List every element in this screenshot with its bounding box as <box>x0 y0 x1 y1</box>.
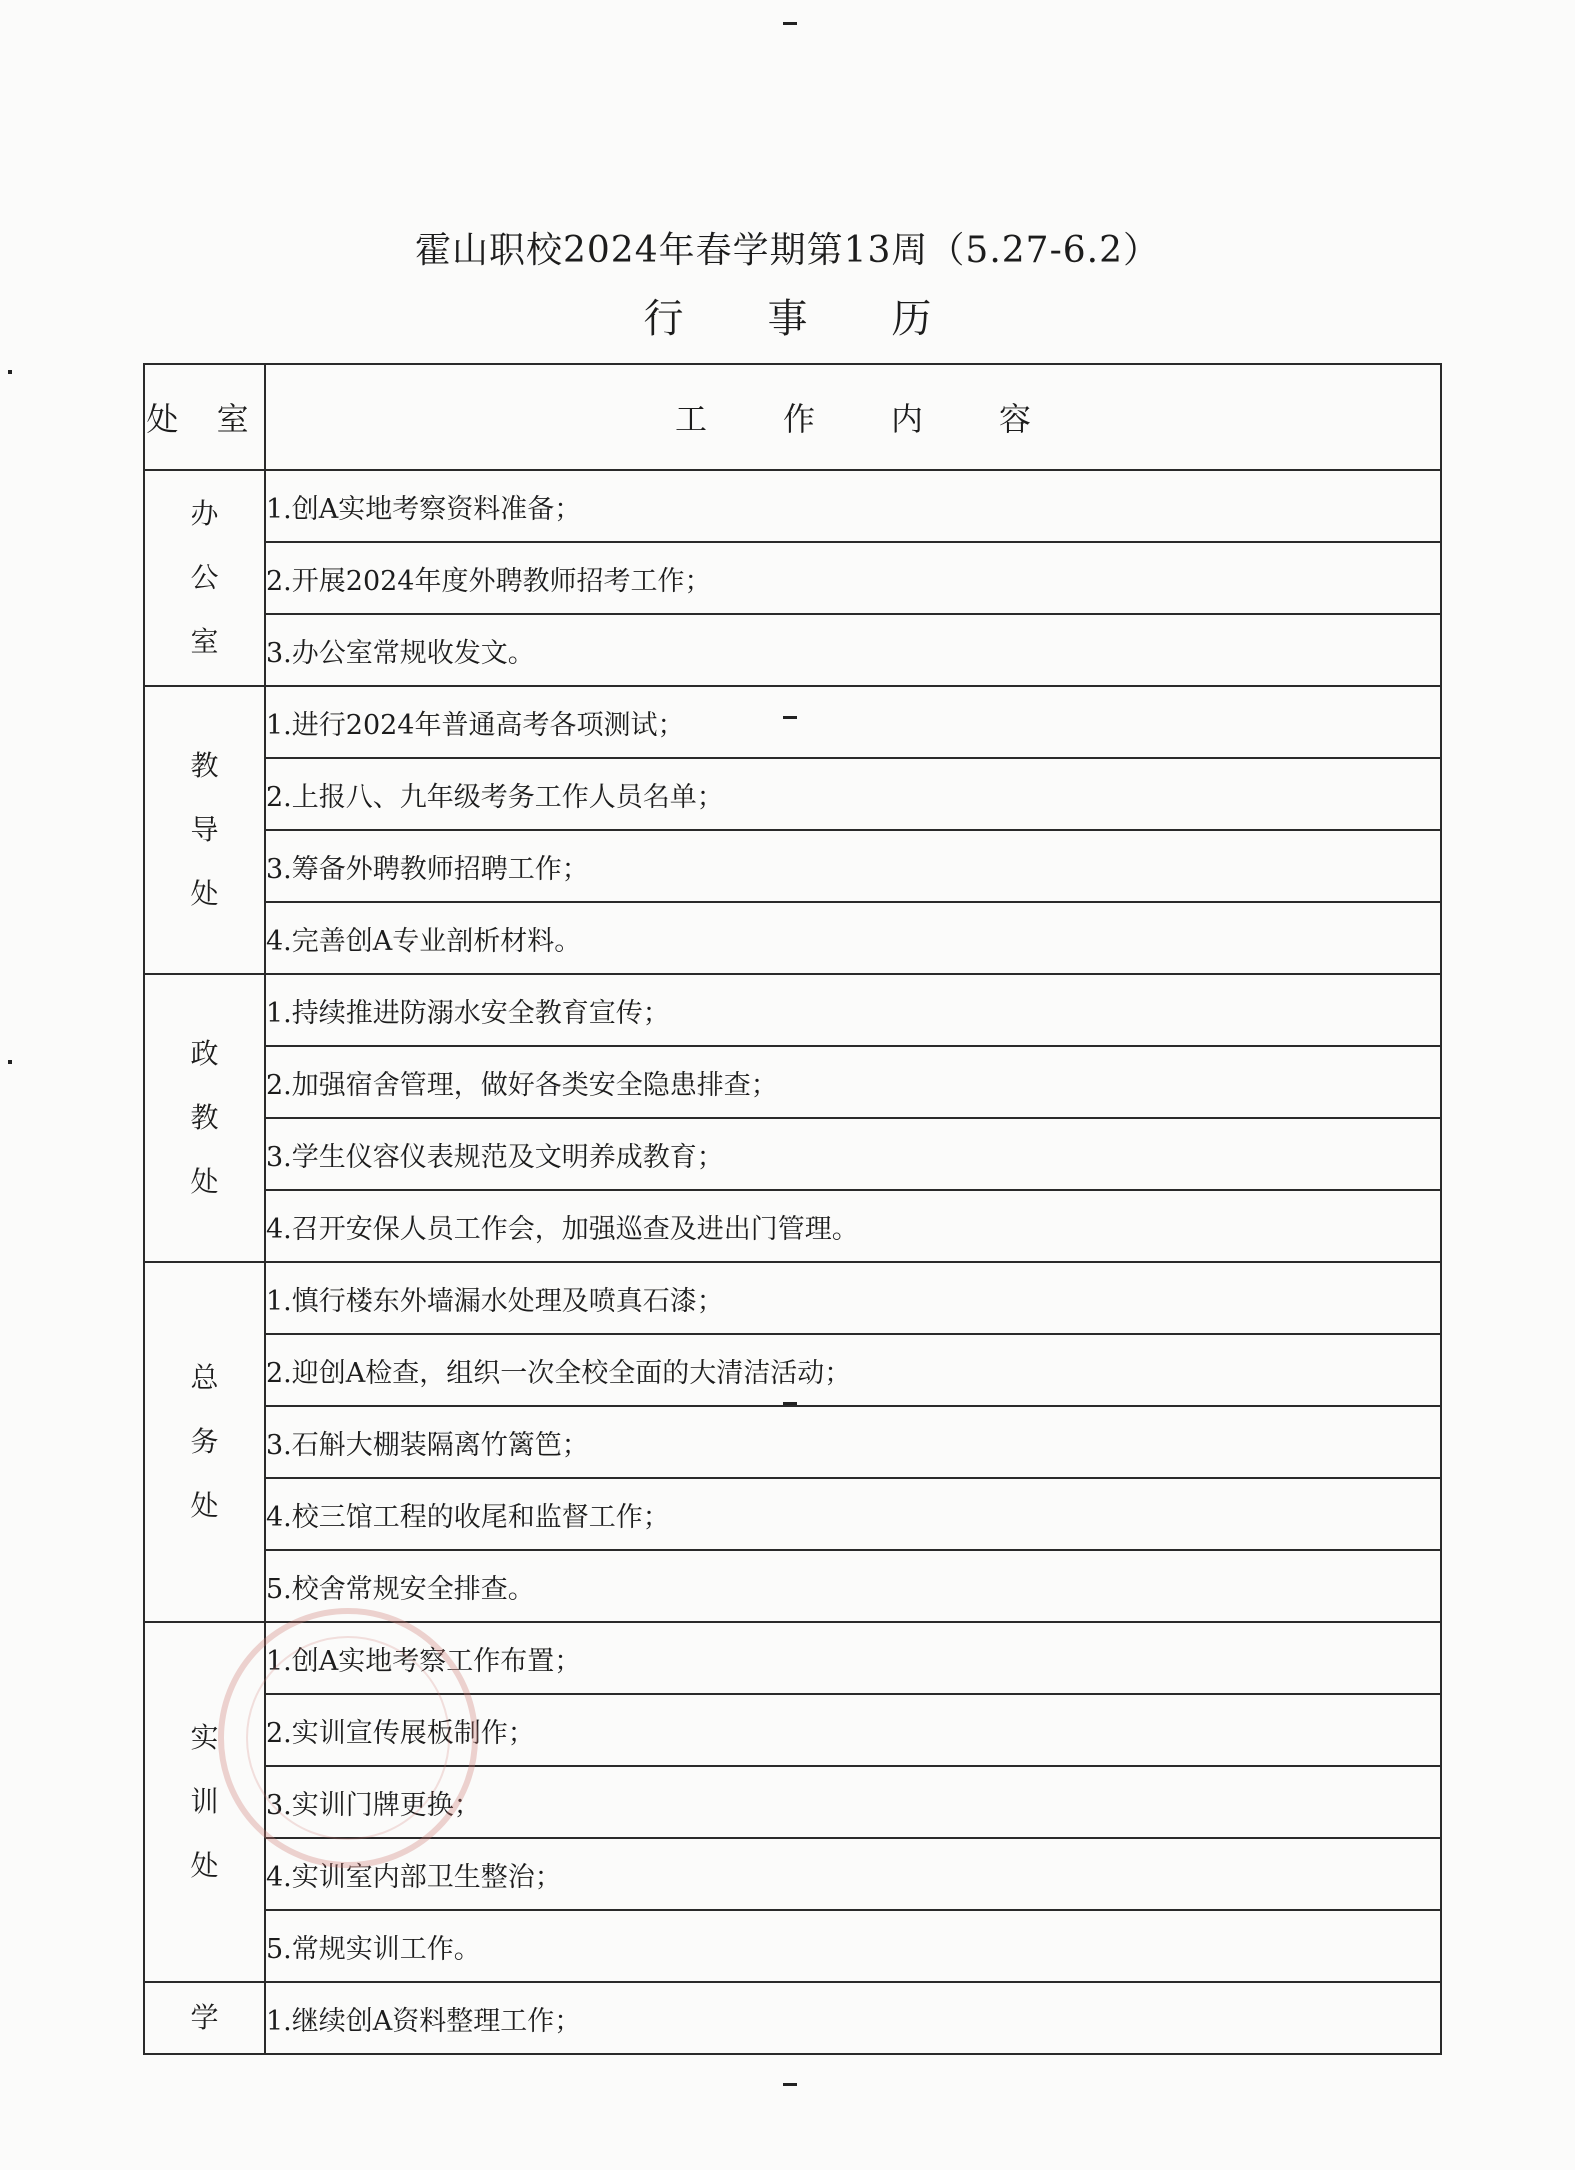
department-name-char: 务 <box>190 1425 219 1458</box>
header-work-char: 内 <box>891 400 924 438</box>
task-cell: 3.学生仪容仪表规范及文明养成教育； <box>265 1118 1441 1190</box>
task-cell: 4.实训室内部卫生整治； <box>265 1838 1441 1910</box>
scan-mark <box>783 1402 797 1405</box>
department-name-char: 训 <box>190 1785 219 1818</box>
task-cell: 1.持续推进防溺水安全教育宣传； <box>265 974 1441 1046</box>
task-cell: 1.慎行楼东外墙漏水处理及喷真石漆； <box>265 1262 1441 1334</box>
task-cell: 5.校舍常规安全排查。 <box>265 1550 1441 1622</box>
table-row <box>144 830 1441 902</box>
department-name-char: 教 <box>190 749 219 782</box>
department-name-char: 室 <box>190 625 219 658</box>
table-row <box>144 1190 1441 1262</box>
task-cell: 3.办公室常规收发文。 <box>265 614 1441 686</box>
table-row <box>144 758 1441 830</box>
task-cell: 5.常规实训工作。 <box>265 1910 1441 1982</box>
table-row <box>144 542 1441 614</box>
table-row <box>144 686 1441 758</box>
department-cell <box>144 1982 265 2054</box>
task-cell: 4.校三馆工程的收尾和监督工作； <box>265 1478 1441 1550</box>
header-work <box>265 364 1441 470</box>
table-row <box>144 902 1441 974</box>
calendar-table <box>143 363 1442 2055</box>
table-row <box>144 614 1441 686</box>
task-cell: 4.完善创A专业剖析材料。 <box>265 902 1441 974</box>
department-name-char: 总 <box>190 1361 219 1394</box>
table-row <box>144 1766 1441 1838</box>
department-cell <box>144 974 265 1262</box>
scan-mark <box>783 2083 797 2086</box>
table-row <box>144 1046 1441 1118</box>
task-cell: 1.进行2024年普通高考各项测试； <box>265 686 1441 758</box>
table-header-row <box>144 364 1441 470</box>
department-cell <box>144 686 265 974</box>
task-cell: 2.迎创A检查，组织一次全校全面的大清洁活动； <box>265 1334 1441 1406</box>
department-name-char: 实 <box>190 1721 219 1754</box>
scan-mark <box>8 1060 12 1064</box>
department-cell <box>144 1622 265 1982</box>
header-work-char: 作 <box>782 400 815 438</box>
task-cell: 2.实训宣传展板制作； <box>265 1694 1441 1766</box>
task-cell: 1.创A实地考察工作布置； <box>265 1622 1441 1694</box>
scan-mark <box>783 716 797 719</box>
subtitle-char: 行 <box>643 296 684 342</box>
page-title: 霍山职校2024年春学期第13周（5.27-6.2） <box>415 230 1160 271</box>
department-name-char: 导 <box>190 813 219 846</box>
scan-mark <box>783 22 797 25</box>
table-row <box>144 1694 1441 1766</box>
scan-mark <box>8 370 12 374</box>
department-name-char: 处 <box>190 1165 219 1198</box>
header-work-char: 工 <box>674 400 707 438</box>
department-name-char: 政 <box>190 1037 219 1070</box>
table-row <box>144 1982 1441 2054</box>
task-cell: 2.上报八、九年级考务工作人员名单； <box>265 758 1441 830</box>
table-row <box>144 1334 1441 1406</box>
table-row <box>144 1838 1441 1910</box>
department-name-char: 办 <box>190 497 219 530</box>
table-row <box>144 1478 1441 1550</box>
task-cell: 1.继续创A资料整理工作； <box>265 1982 1441 2054</box>
page-subtitle <box>0 287 1575 344</box>
department-name-char: 教 <box>190 1101 219 1134</box>
department-name-char: 处 <box>190 1849 219 1882</box>
header-dept: 处 室 <box>144 364 265 470</box>
table-row <box>144 974 1441 1046</box>
table-row <box>144 1262 1441 1334</box>
department-name-char: 处 <box>190 877 219 910</box>
task-cell: 3.石斛大棚装隔离竹篱笆； <box>265 1406 1441 1478</box>
department-name-char: 公 <box>190 561 219 594</box>
table-row <box>144 1910 1441 1982</box>
department-name-char: 学 <box>190 2001 219 2034</box>
department-cell <box>144 1262 265 1622</box>
table-row <box>144 470 1441 542</box>
table-row <box>144 1622 1441 1694</box>
task-cell: 2.加强宿舍管理，做好各类安全隐患排查； <box>265 1046 1441 1118</box>
task-cell: 3.筹备外聘教师招聘工作； <box>265 830 1441 902</box>
subtitle-char: 历 <box>891 296 932 342</box>
task-cell: 1.创A实地考察资料准备； <box>265 470 1441 542</box>
table-row <box>144 1406 1441 1478</box>
task-cell: 4.召开安保人员工作会，加强巡查及进出门管理。 <box>265 1190 1441 1262</box>
task-cell: 3.实训门牌更换； <box>265 1766 1441 1838</box>
table-row <box>144 1118 1441 1190</box>
table-row <box>144 1550 1441 1622</box>
department-name-char: 处 <box>190 1489 219 1522</box>
subtitle-char: 事 <box>767 296 808 342</box>
department-cell <box>144 470 265 686</box>
task-cell: 2.开展2024年度外聘教师招考工作； <box>265 542 1441 614</box>
header-work-char: 容 <box>999 400 1032 438</box>
